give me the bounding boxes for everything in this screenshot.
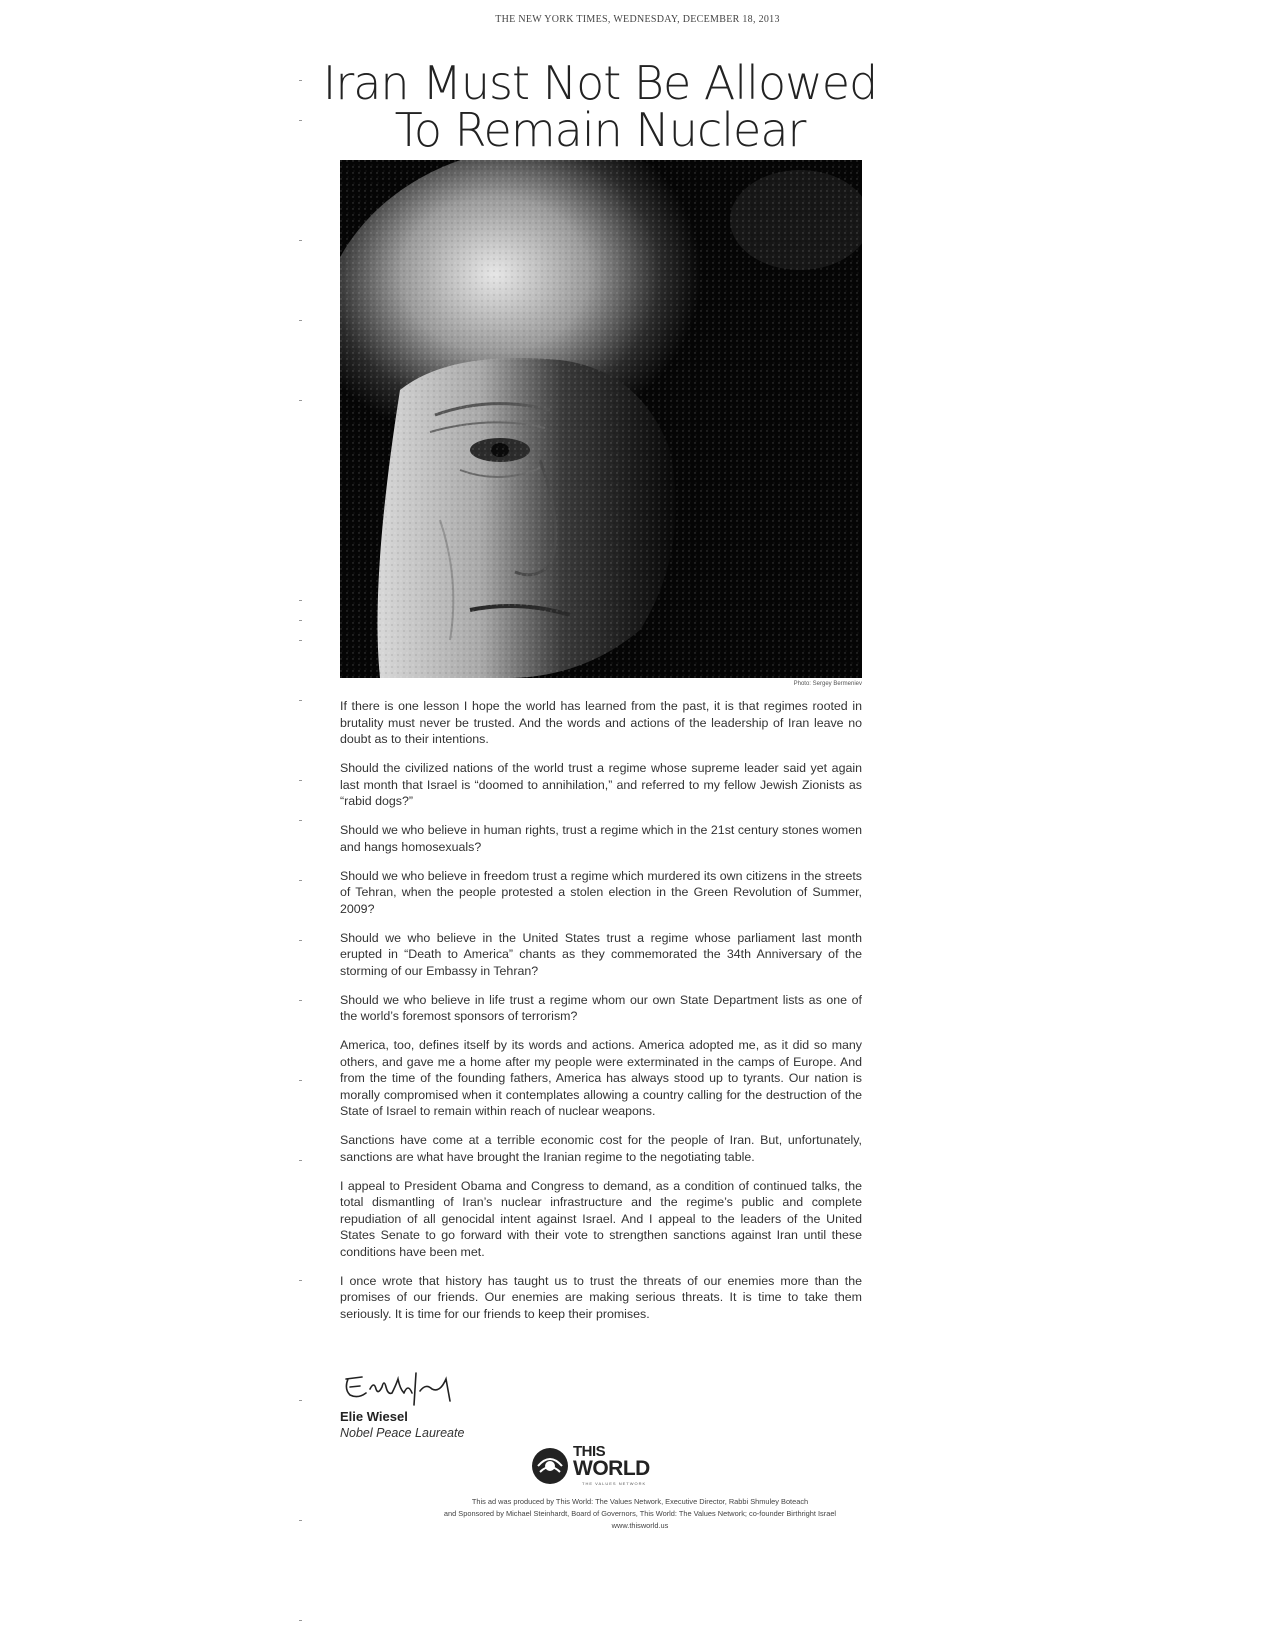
signature-block [340, 1365, 640, 1440]
body-paragraph: America, too, defines itself by its words and actions. America adopted me, as it did so many others, and gave me a home after my people were exterminated in the camps of Europe. And from the time of the founding fathers, America has always stood up to tyrants. Our nation is morally compromised when it contemplates allowing a country calling for the destruction of the State of Israel to remain within reach of nuclear weapons. [340, 1038, 862, 1118]
footer-url: www.thisworld.us [611, 1521, 669, 1530]
footer-line-2: and Sponsored by Michael Steinhardt, Board of Governors, This World: The Values Network; co-founder Birthright Israel [443, 1509, 837, 1518]
body-paragraph: Should we who believe in human rights, trust a regime which in the 21st century stones women and hangs homosexuals? [340, 823, 862, 854]
logo-text-this: THIS [573, 1443, 606, 1460]
body-paragraph: Should we who believe in life trust a regime whom our own State Department lists as one of the world’s foremost sponsors of terrorism? [340, 992, 862, 1023]
ad-body-text [340, 698, 862, 1335]
ad-footer-credits [300, 1496, 980, 1532]
logo-text-world: WORLD [573, 1457, 650, 1480]
body-paragraph: Should the civilized nations of the world trust a regime whose supreme leader said yet again last month that Israel is “doomed to annihilation,” and referred to my fellow Jewish Zionists as “rabid dogs?” [340, 761, 862, 808]
signer-name: Elie Wiesel [340, 1409, 408, 1424]
this-world-logo [530, 1444, 690, 1494]
body-paragraph: I appeal to President Obama and Congress to demand, as a condition of continued talks, the total dismantling of Iran’s nuclear infrastructure and the regime’s public and complete repudiation of all genocidal intent against Israel. And I appeal to the leaders of the United States Senate to go forward with their vote to strengthen sanctions against Iran until these conditions have been met. [340, 1178, 862, 1259]
signer-title: Nobel Peace Laureate [340, 1426, 465, 1440]
headline-line-2: To Remain Nuclear [394, 103, 806, 157]
body-paragraph: I once wrote that history has taught us to trust the threats of our enemies more than the promises of our friends. Our enemies are making serious threats. It is time to take them seriously. It is time for our friends to keep their promises. [340, 1273, 862, 1321]
logo-tagline: THE VALUES NETWORK [582, 1481, 647, 1486]
portrait-illustration [340, 160, 862, 678]
footer-line-1: This ad was produced by This World: The Values Network, Executive Director, Rabbi Shmuley Boteach [471, 1497, 809, 1506]
scan-margin-marks [296, 80, 306, 1640]
headline-line-1: Iran Must Not Be Allowed [322, 56, 878, 110]
globe-hands-icon [530, 1446, 570, 1486]
portrait-photo [340, 160, 862, 678]
body-paragraph: Should we who believe in the United States trust a regime whose parliament last month erupted in “Death to America” chants as they commemorated the 34th Anniversary of the storming of our Embassy in Tehran? [340, 930, 862, 978]
photo-credit: Photo: Sergey Bermeniev [793, 681, 862, 687]
ad-headline [300, 56, 900, 157]
body-paragraph: Sanctions have come at a terrible economic cost for the people of Iran. But, unfortunately, sanctions are what have brought the Iranian regime to the negotiating table. [340, 1133, 862, 1164]
newspaper-masthead-line: THE NEW YORK TIMES, WEDNESDAY, DECEMBER 18, 2013 [495, 14, 780, 25]
body-paragraph: If there is one lesson I hope the world has learned from the past, it is that regimes rooted in brutality must never be trusted. And the words and actions of the leadership of Iran leave no doubt as to their intentions. [340, 699, 862, 746]
body-paragraph: Should we who believe in freedom trust a regime which murdered its own citizens in the streets of Tehran, when the people protested a stolen election in the Green Revolution of Summer, 2009? [340, 868, 862, 916]
handwritten-signature [340, 1365, 480, 1407]
